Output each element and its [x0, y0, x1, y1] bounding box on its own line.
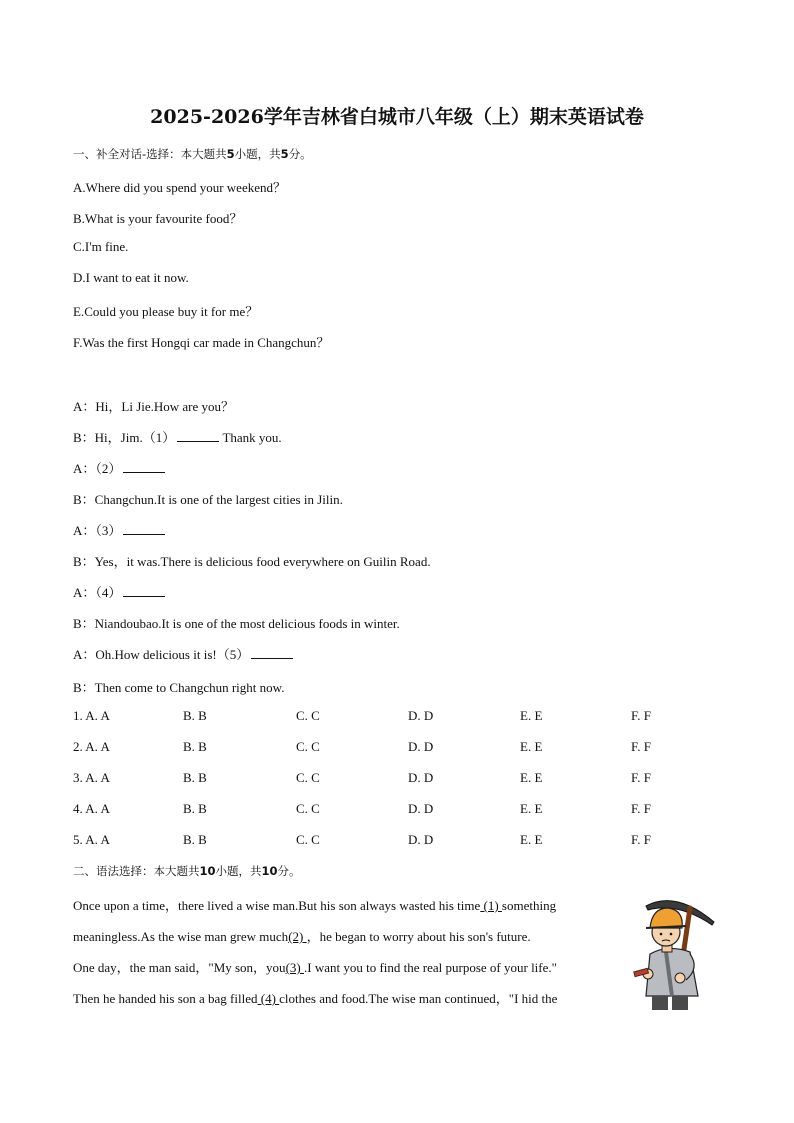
section1-score: 5 [280, 147, 289, 161]
passage-line [73, 926, 613, 945]
section1-heading [73, 146, 312, 162]
answer-choice[interactable] [183, 770, 207, 786]
section1-heading-suffix: 分。 [288, 147, 312, 161]
dialogue-text: Changchun.It is one of the largest cities in Jilin. [94, 492, 343, 507]
answer-choice[interactable] [73, 832, 110, 848]
choice-label: B. B [183, 801, 207, 816]
dialogue-text: Then come to Changchun right now. [94, 680, 285, 695]
choice-label: F. F [631, 739, 651, 754]
blank-marker[interactable]: (2) [288, 929, 307, 944]
answer-choice[interactable] [183, 832, 207, 848]
dialogue-line [73, 582, 165, 601]
answer-choice[interactable] [520, 832, 542, 848]
dialogue-text: （4） [95, 585, 122, 600]
choice-label: C. C [296, 801, 320, 816]
section2-heading-prefix: 二、语法选择：本大题共 [73, 864, 200, 878]
dialogue-text-after: Thank you. [219, 430, 282, 445]
dialogue-line [73, 458, 165, 477]
passage-text: One day，the man said，"My son，you [73, 960, 286, 975]
section2-score: 10 [261, 864, 278, 878]
option-b: B.What is your favourite food？ [73, 211, 243, 226]
speaker-label: A： [73, 523, 96, 538]
answer-choice[interactable] [296, 708, 320, 724]
option-a: A.Where did you spend your weekend？ [73, 180, 286, 195]
answer-choice[interactable] [408, 770, 433, 786]
passage-line [73, 988, 613, 1007]
speaker-label: A： [73, 399, 96, 414]
answer-blank[interactable] [123, 522, 165, 535]
choice-label: A. A [85, 739, 110, 754]
choice-label: F. F [631, 832, 651, 847]
answer-choice[interactable] [183, 801, 207, 817]
answer-choice[interactable] [520, 801, 542, 817]
answer-choice[interactable] [296, 801, 320, 817]
question-number: 3. [73, 770, 83, 785]
question-number: 2. [73, 739, 83, 754]
answer-choice[interactable] [408, 801, 433, 817]
page-title: 2025-2026学年吉林省白城市八年级（上）期末英语试卷 [150, 106, 644, 128]
choice-label: F. F [631, 708, 651, 723]
question-row [73, 708, 693, 724]
answer-choice[interactable] [631, 708, 651, 724]
miner-illustration [628, 892, 724, 1012]
answer-choice[interactable] [408, 832, 433, 848]
passage-line [73, 895, 613, 914]
dialogue-line [73, 677, 284, 696]
question-number: 4. [73, 801, 83, 816]
answer-choice[interactable] [408, 739, 433, 755]
dialogue-text: Niandoubao.It is one of the most delicious foods in winter. [94, 616, 400, 631]
choice-label: B. B [183, 770, 207, 785]
dialogue-line [73, 613, 400, 632]
question-row [73, 770, 693, 786]
question-row [73, 832, 693, 848]
answer-blank[interactable] [123, 584, 165, 597]
choice-label: E. E [520, 708, 543, 723]
speaker-label: B： [73, 554, 95, 569]
section1-heading-mid: 小题，共 [234, 147, 281, 161]
answer-choice[interactable] [183, 739, 207, 755]
answer-choice[interactable] [520, 708, 542, 724]
answer-choice[interactable] [73, 801, 110, 817]
dialogue-line [73, 644, 293, 663]
choice-label: E. E [520, 770, 543, 785]
passage-line [73, 957, 613, 976]
section2-heading-suffix: 分。 [277, 864, 301, 878]
passage-text: .I want you to find the real purpose of your life." [303, 960, 557, 975]
section1-heading-prefix: 一、补全对话-选择：本大题共 [73, 147, 227, 161]
speaker-label: B： [73, 680, 95, 695]
section2-heading-mid: 小题，共 [215, 864, 262, 878]
answer-choice[interactable] [631, 770, 651, 786]
option-e: E.Could you please buy it for me？ [73, 304, 259, 319]
answer-choice[interactable] [73, 770, 110, 786]
choice-label: E. E [520, 801, 543, 816]
choice-label: D. D [408, 708, 434, 723]
question-row [73, 801, 693, 817]
dialogue-line [73, 520, 165, 539]
passage-text: Once upon a time，there lived a wise man.But his son always wasted his time [73, 898, 481, 913]
answer-choice[interactable] [631, 832, 651, 848]
passage-text: clothes and food.The wise man continued，"I hid the [279, 991, 558, 1006]
section1-count: 5 [226, 147, 235, 161]
answer-choice[interactable] [73, 739, 110, 755]
choice-label: A. A [85, 801, 110, 816]
dialogue-text: Yes，it was.There is delicious food everywhere on Guilin Road. [94, 554, 431, 569]
passage-text: ，he began to worry about his son's future. [306, 929, 531, 944]
passage-text: Then he handed his son a bag filled [73, 991, 258, 1006]
question-number: 1. [73, 708, 83, 723]
option-c: C.I'm fine. [73, 239, 129, 254]
question-row [73, 739, 693, 755]
blank-marker[interactable]: (1) [480, 898, 502, 913]
dialogue-text: （2） [95, 461, 122, 476]
section2-count: 10 [199, 864, 216, 878]
answer-blank[interactable] [177, 429, 219, 442]
dialogue-line [73, 489, 343, 508]
choice-label: C. C [296, 832, 320, 847]
choice-label: E. E [520, 832, 543, 847]
choice-label: B. B [183, 832, 207, 847]
dialogue-line [73, 551, 431, 570]
blank-marker[interactable]: (3) [285, 960, 304, 975]
choice-label: F. F [631, 801, 651, 816]
choice-label: E. E [520, 739, 543, 754]
question-number: 5. [73, 832, 83, 847]
option-f: F.Was the first Hongqi car made in Changchun？ [73, 335, 330, 350]
choice-label: A. A [85, 832, 110, 847]
choice-label: C. C [296, 770, 320, 785]
choice-label: C. C [296, 739, 320, 754]
answer-choice[interactable] [296, 770, 320, 786]
choice-label: B. B [183, 739, 207, 754]
speaker-label: B： [73, 430, 95, 445]
answer-choice[interactable] [296, 739, 320, 755]
dialogue-text: （3） [95, 523, 122, 538]
choice-label: F. F [631, 770, 651, 785]
option-d: D.I want to eat it now. [73, 270, 189, 285]
answer-choice[interactable] [520, 770, 542, 786]
answer-choice[interactable] [408, 708, 433, 724]
choice-label: D. D [408, 770, 434, 785]
section2-heading [73, 863, 301, 879]
speaker-label: B： [73, 616, 95, 631]
choice-label: D. D [408, 801, 434, 816]
answer-blank[interactable] [123, 460, 165, 473]
choice-label: A. A [85, 708, 110, 723]
answer-choice[interactable] [520, 739, 542, 755]
dialogue-text: Hi，Li Jie.How are you？ [95, 399, 235, 414]
answer-choice[interactable] [183, 708, 207, 724]
passage-text: meaningless.As the wise man grew much [73, 929, 289, 944]
blank-marker[interactable]: (4) [257, 991, 280, 1006]
dialogue-text: Oh.How delicious it is!（5） [95, 647, 250, 662]
choice-label: A. A [85, 770, 110, 785]
choice-label: B. B [183, 708, 207, 723]
speaker-label: A： [73, 647, 96, 662]
dialogue-line [73, 396, 234, 415]
answer-choice[interactable] [631, 801, 651, 817]
dialogue-text: Hi，Jim.（1） [94, 430, 176, 445]
speaker-label: A： [73, 585, 96, 600]
passage-text: something [501, 898, 557, 913]
answer-choice[interactable] [73, 708, 110, 724]
answer-choice[interactable] [631, 739, 651, 755]
choice-label: D. D [408, 739, 434, 754]
dialogue-line [73, 427, 282, 446]
choice-label: D. D [408, 832, 434, 847]
speaker-label: B： [73, 492, 95, 507]
answer-choice[interactable] [296, 832, 320, 848]
speaker-label: A： [73, 461, 96, 476]
choice-label: C. C [296, 708, 320, 723]
answer-blank[interactable] [251, 646, 293, 659]
